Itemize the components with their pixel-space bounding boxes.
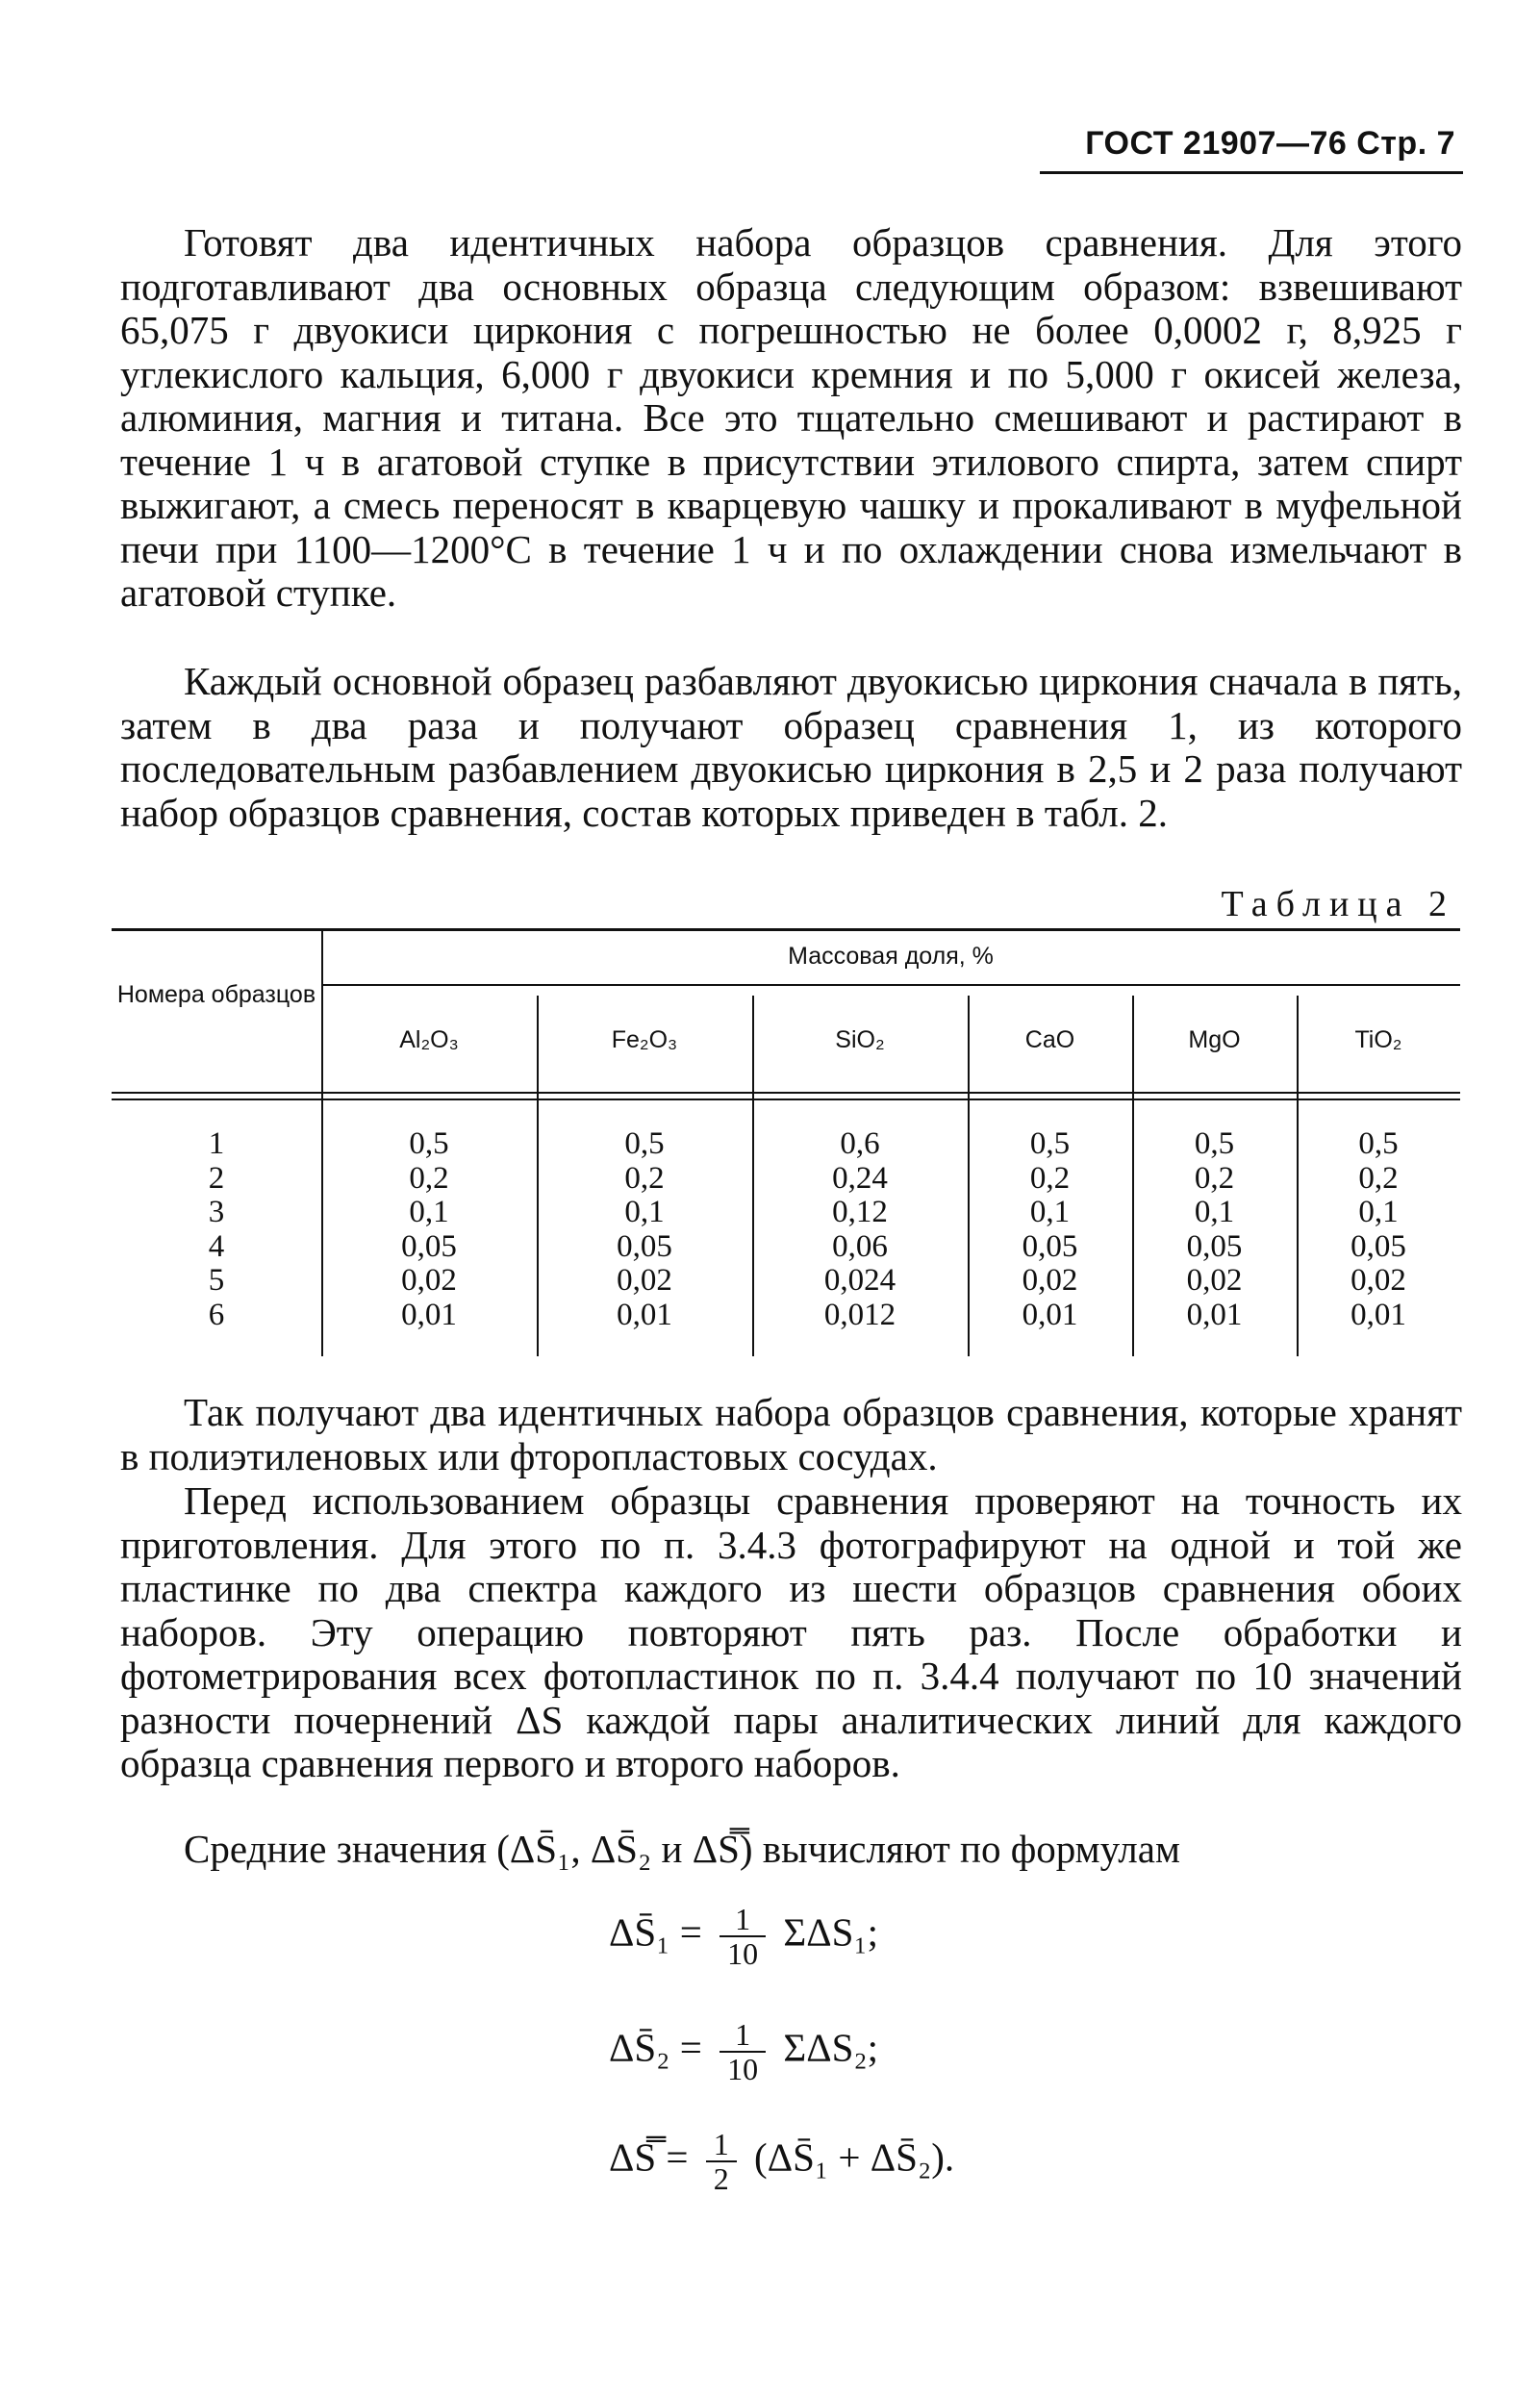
- formula-rhs: (ΔS̄₁ + ΔS̄₂).: [754, 2134, 955, 2180]
- formula-mean-s2: [609, 2018, 878, 2085]
- page-header: ГОСТ 21907—76 Стр. 7: [1085, 125, 1455, 162]
- formula-lhs: ΔS̿ =: [609, 2134, 689, 2180]
- fraction-numerator: 1: [720, 2018, 766, 2053]
- formula-overall-mean: [609, 2128, 954, 2195]
- fe2o3-values: 0,5 0,2 0,1 0,05 0,02 0,01: [617, 1126, 672, 1332]
- paragraph-verification: [120, 1479, 1462, 1786]
- composition-table: [112, 928, 1460, 1356]
- paragraph-text: Средние значения (ΔS̄₁, ΔS̄₂ и ΔS̿) вычисляют по формулам: [184, 1827, 1180, 1871]
- fraction-denominator: 10: [727, 2052, 759, 2086]
- group-header-label: Массовая доля, %: [788, 943, 994, 970]
- group-header-rule: [321, 984, 1460, 986]
- formula-fraction: [720, 2018, 766, 2085]
- header-bottom-rule-double: [112, 1098, 1460, 1100]
- header-bottom-rule: [112, 1092, 1460, 1094]
- fraction-numerator: 1: [720, 1903, 766, 1937]
- sample-number-column: 1 2 3 4 5 6: [208, 1126, 225, 1332]
- column-header-mgo: MgO: [1188, 1026, 1241, 1053]
- paragraph-text: Каждый основной образец разбавляют двуокисью циркония сначала в пять, затем в два раза и получают образец сравнения 1, из которого последовательным разбавлением двуокисью циркония в 2,5 и 2 раза получают набор образцов сравнения, состав которых приведен в табл. 2.: [120, 659, 1462, 835]
- paragraph-text: Готовят два идентичных набора образцов сравнения. Для этого подготавливают два основных образца следующим образом: взвешивают 65,075 г двуокиси циркония с погрешностью не более 0,0002 г, 8,925 г углекислого кальция, 6,000 г двуокиси кремния и по 5,000 г окисей железа, алюминия, магния и титана. Все это тщательно смешивают и растирают в течение 1 ч в агатовой ступке в присутствии этилового спирта, затем спирт выжигают, а смесь переносят в кварцевую чашку и прокаливают в муфельной печи при 1100—1200°С в течение 1 ч и по охлаждении снова измельчают в агатовой ступке.: [120, 220, 1462, 615]
- paragraph-text: Перед использованием образцы сравнения проверяют на точность их приготовления. Для этого по п. 3.4.3 фотографируют на одной и той же пластинке по два спектра каждого из шести образцов сравнения обоих наборов. Эту операцию повторяют пять раз. После обработки и фотометрирования всех фотопластинок по п. 3.4.4 получают по 10 значений разности почернений ΔS каждой пары аналитических линий для каждого образца сравнения первого и второго наборов.: [120, 1478, 1462, 1785]
- sio2-values: 0,6 0,24 0,12 0,06 0,024 0,012: [823, 1126, 896, 1332]
- row-header-label: Номера образцов: [116, 981, 316, 1008]
- table-top-rule: [112, 928, 1460, 931]
- formula-fraction: [706, 2128, 737, 2195]
- column-header-al2o3: Al₂O₃: [399, 1026, 459, 1053]
- tio2-values: 0,5 0,2 0,1 0,05 0,02 0,01: [1351, 1126, 1406, 1332]
- formula-rhs: ΣΔS₁;: [783, 1909, 879, 1955]
- paragraph-preparation: [120, 221, 1462, 616]
- formula-mean-s1: [609, 1903, 878, 1970]
- al2o3-values: 0,5 0,2 0,1 0,05 0,02 0,01: [401, 1126, 457, 1332]
- column-header-sio2: SiO₂: [835, 1026, 885, 1053]
- formula-fraction: [720, 1903, 766, 1970]
- mgo-values: 0,5 0,2 0,1 0,05 0,02 0,01: [1186, 1126, 1243, 1332]
- paragraph-dilution: [120, 660, 1462, 835]
- cao-values: 0,5 0,2 0,1 0,05 0,02 0,01: [1022, 1126, 1078, 1332]
- paragraph-text: Так получают два идентичных набора образцов сравнения, которые хранят в полиэтиленовых или фторопластовых сосудах.: [120, 1390, 1462, 1478]
- table-caption: Таблица 2: [1221, 884, 1455, 924]
- header-rule: [1040, 171, 1463, 174]
- fraction-numerator: 1: [706, 2128, 737, 2162]
- column-header-cao: CaO: [1024, 1026, 1075, 1053]
- column-header-tio2: TiO₂: [1354, 1026, 1402, 1053]
- paragraph-storage: [120, 1391, 1462, 1478]
- formula-lhs: ΔS̄₂ =: [609, 2025, 702, 2070]
- formula-rhs: ΣΔS₂;: [783, 2025, 879, 2070]
- formula-lhs: ΔS̄₁ =: [609, 1909, 702, 1955]
- fraction-denominator: 10: [727, 1936, 759, 1971]
- paragraph-mean-values: [120, 1828, 1462, 1872]
- fraction-denominator: 2: [713, 2161, 729, 2196]
- column-header-fe2o3: Fe₂O₃: [611, 1026, 678, 1053]
